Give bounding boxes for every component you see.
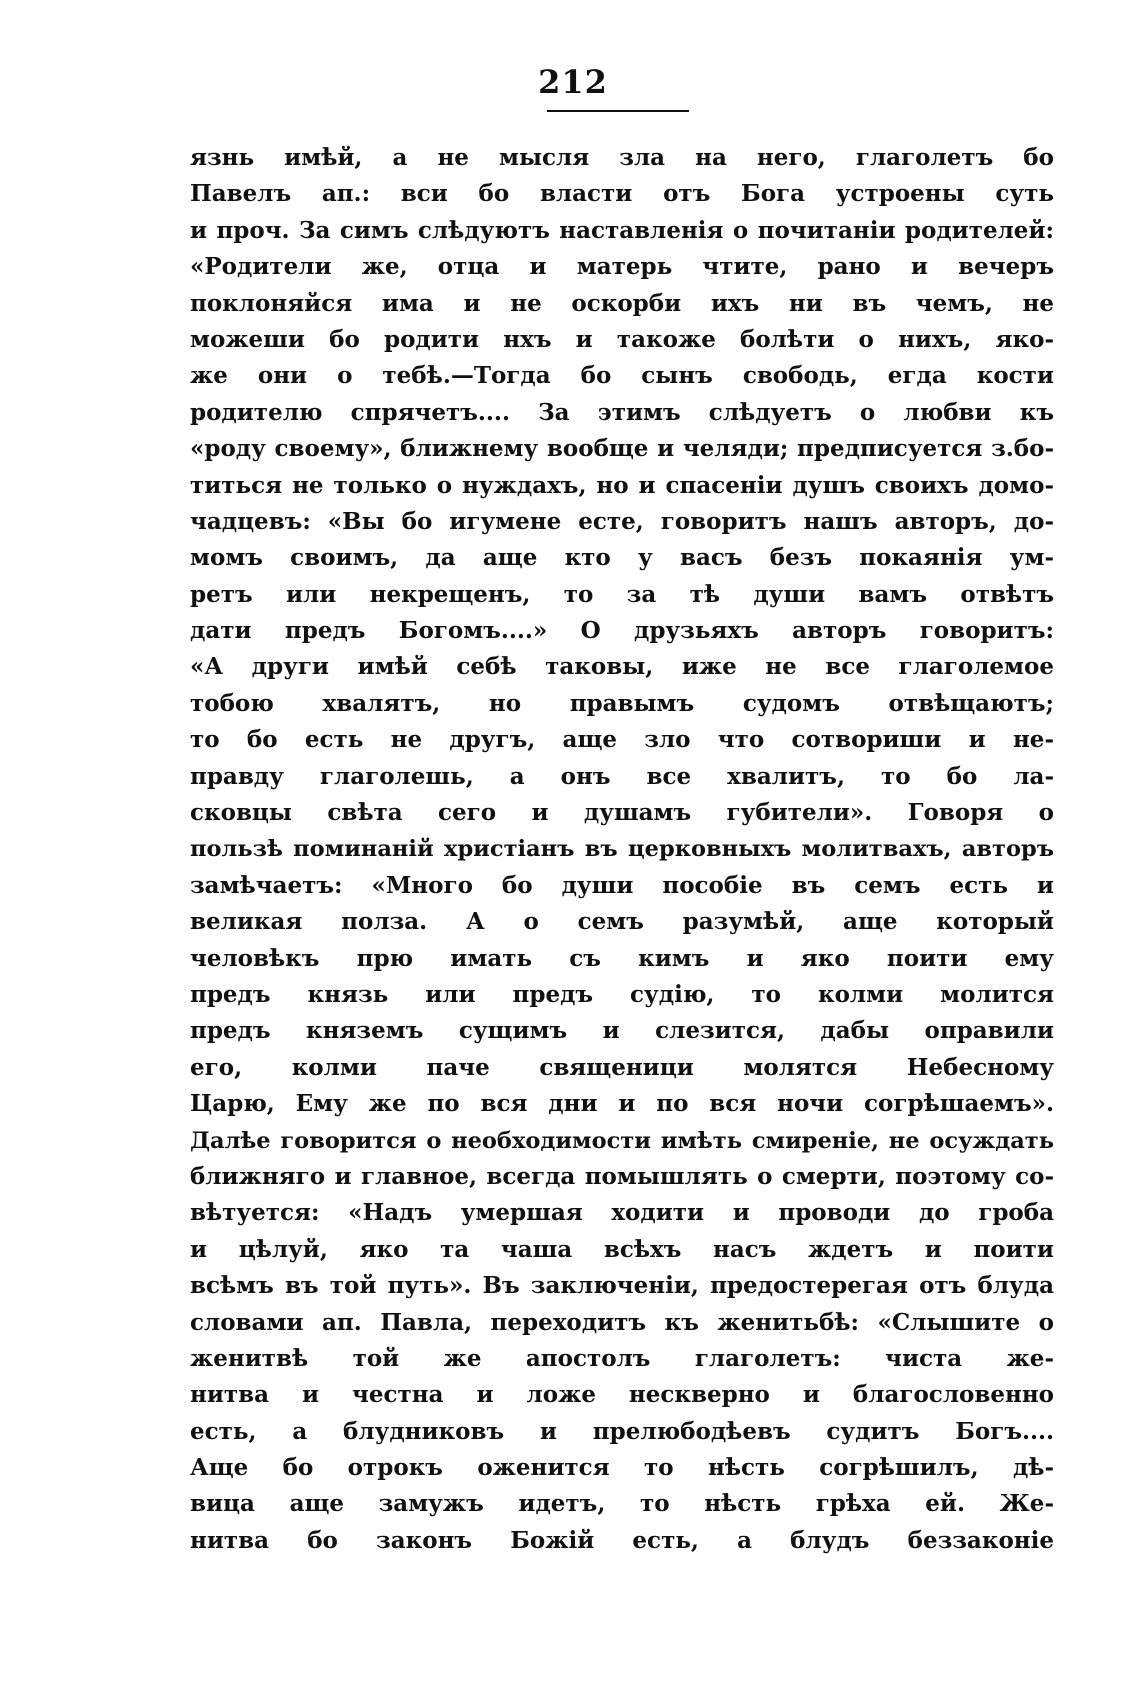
text-line: всѣмъ въ той путь». Въ заключеніи, предостерегая отъ блуда bbox=[190, 1272, 1054, 1300]
page-number-rule bbox=[547, 110, 689, 112]
text-line: есть, а блудниковъ и прелюбодѣевъ судитъ Богъ.... bbox=[190, 1417, 1054, 1445]
text-line: нитва и честна и ложе нескверно и благословенно bbox=[190, 1381, 1054, 1409]
text-line: словами ап. Павла, переходитъ къ женитьбѣ: «Слышите о bbox=[190, 1308, 1054, 1336]
text-line: предъ князь или предъ судію, то колми молится bbox=[190, 980, 1054, 1008]
text-line: сковцы свѣта сего и душамъ губители». Говоря о bbox=[190, 799, 1054, 827]
text-line: тобою хвалятъ, но правымъ судомъ отвѣщаютъ; bbox=[190, 689, 1054, 717]
text-line: то бо есть не другъ, аще зло что сотвориши и не- bbox=[190, 726, 1054, 754]
text-line: великая полза. А о семъ разумѣй, аще который bbox=[190, 908, 1054, 936]
text-line: родителю спрячетъ.... За этимъ слѣдуетъ о любви къ bbox=[190, 398, 1054, 426]
text-line: Аще бо отрокъ оженится то нѣсть согрѣшилъ, дѣ- bbox=[190, 1454, 1054, 1482]
text-line: же они о тебѣ.—Тогда бо сынъ свободь, егда кости bbox=[190, 362, 1054, 390]
text-line: «А други имѣй себѣ таковы, иже не все глаголемое bbox=[190, 653, 1054, 681]
text-line: Царю, Ему же по вся дни и по вся ночи согрѣшаемъ». bbox=[190, 1090, 1054, 1118]
text-line: поклоняйся има и не оскорби ихъ ни въ чемъ, не bbox=[190, 289, 1054, 317]
text-line: «Родители же, отца и матерь чтите, рано и вечеръ bbox=[190, 253, 1054, 281]
text-line: замѣчаетъ: «Много бо души пособіе въ семъ есть и bbox=[190, 871, 1054, 899]
text-line: момъ своимъ, да аще кто у васъ безъ покаянія ум- bbox=[190, 544, 1054, 572]
text-line: его, колми паче священици молятся Небесному bbox=[190, 1053, 1054, 1081]
text-line: женитвѣ той же апостолъ глаголетъ: чиста же- bbox=[190, 1344, 1054, 1372]
text-line: «роду своему», ближнему вообще и челяди; предписуется з.бо- bbox=[190, 435, 1054, 463]
text-line: титься не только о нуждахъ, но и спасеніи душъ своихъ домо- bbox=[190, 471, 1054, 499]
text-line: вѣтуется: «Надъ умершая ходити и проводи до гроба bbox=[190, 1199, 1054, 1227]
text-line: вица аще замужъ идетъ, то нѣсть грѣха ей. Же- bbox=[190, 1490, 1054, 1518]
text-line: человѣкъ прю имать съ кимъ и яко поити ему bbox=[190, 944, 1054, 972]
text-line: и проч. За симъ слѣдуютъ наставленія о почитаніи родителей: bbox=[190, 216, 1054, 244]
text-line: ретъ или некрещенъ, то за тѣ души вамъ отвѣтъ bbox=[190, 580, 1054, 608]
text-line: Далѣе говорится о необходимости имѣть смиреніе, не осуждать bbox=[190, 1127, 1054, 1154]
text-line: пользѣ поминаній христіанъ въ церковныхъ молитвахъ, авторъ bbox=[190, 836, 1054, 863]
text-line: нитва бо законъ Божій есть, а блудъ беззаконіе bbox=[190, 1526, 1054, 1554]
text-line: язнь имѣй, а не мысля зла на него, глаголетъ бо bbox=[190, 144, 1054, 171]
text-line: чадцевъ: «Вы бо игумене есте, говоритъ нашъ авторъ, до- bbox=[190, 507, 1054, 535]
text-line: дати предъ Богомъ....» О друзьяхъ авторъ говоритъ: bbox=[190, 617, 1054, 645]
text-line: можеши бо родити нхъ и такоже болѣти о нихъ, яко- bbox=[190, 325, 1054, 353]
text-line: ближняго и главное, всегда помышлять о смерти, поэтому со- bbox=[190, 1162, 1054, 1190]
text-line: предъ княземъ сущимъ и слезится, дабы оправили bbox=[190, 1017, 1054, 1045]
text-line: и цѣлуй, яко та чаша всѣхъ насъ ждетъ и поити bbox=[190, 1235, 1054, 1263]
page-number: 212 bbox=[538, 63, 608, 101]
body-text bbox=[190, 140, 1054, 1559]
text-line: правду глаголешь, а онъ все хвалитъ, то бо ла- bbox=[190, 762, 1054, 790]
text-line: Павелъ ап.: вси бо власти отъ Бога устроены суть bbox=[190, 180, 1054, 208]
